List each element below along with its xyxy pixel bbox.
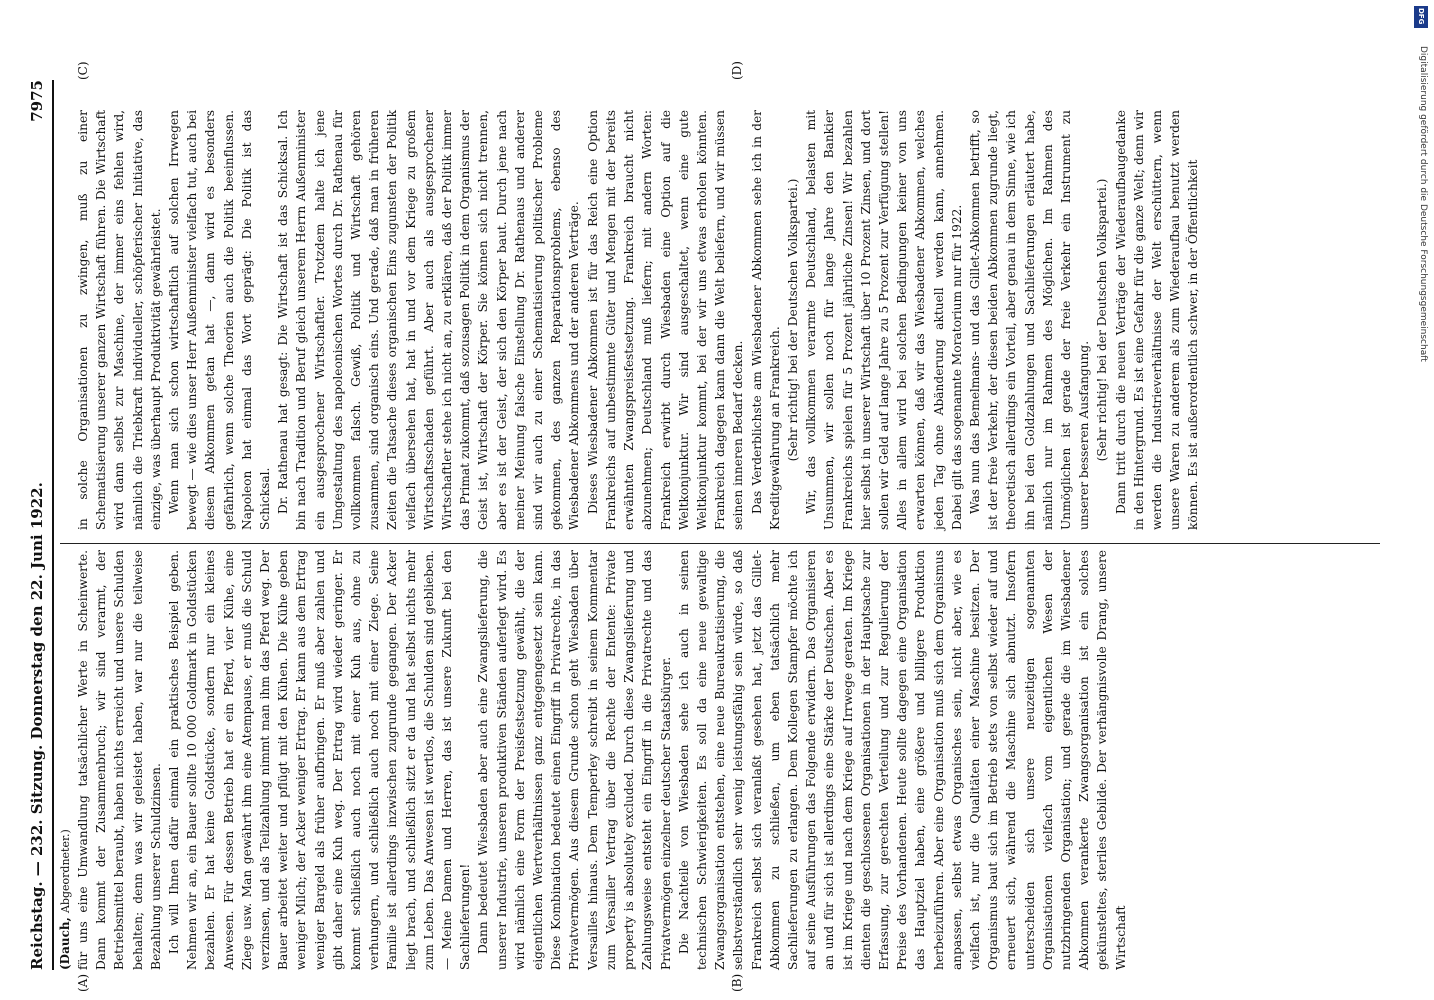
dfg-logo: DFG <box>1414 6 1428 28</box>
digitization-note-text: Digitalisierung gefördert durch die Deutsche Forschungsgemeinschaft <box>1418 46 1428 362</box>
paragraph: Wenn man sich schon wirtschaftlich auf solchen Irrwegen bewegt — wie dies unser Herr Außenminister vielfach tut, auch bei diesem Abkommen getan hat —, dann wird es besonders gefährlich, wenn solche Theorien auch die Politik beeinflussen. Napoleon hat einmal das Wort geprägt: Die Politik ist das Schicksal. <box>167 110 273 530</box>
paragraph: Dann tritt durch die neuen Verträge der Wiederaufbaugedanke in den Hintergrund. Es ist eine Gefahr für die ganze Welt; denn wir werden die Industrieverhältnisse der Welt erschüttern, wenn unsere Waren zu anderem als zum Wiederaufbau benutzt werden können. Es ist außerordentlich schwer, in der Öffentlichkeit <box>1113 110 1201 530</box>
header-rule <box>52 80 54 970</box>
speaker-name: (Dauch, <box>58 917 72 970</box>
speaker-role: Abgeordneter.) <box>59 829 72 914</box>
paragraph: Dieses Wiesbadener Abkommen ist für das Reich eine Option Frankreichs auf unbestimmte Güter und Mengen mit der bereits erwähnten Zwangspreisfestsetzung. Frankreich braucht nicht abzunehmen; Deutschland muß liefern; mit andern Worten: Frankreich erwirbt durch Wiesbaden eine Option auf die Weltkonjunktur. Wir sind ausgeschaltet, wenn eine gute Weltkonjunktur kommt, bei der wir uns etwas erholen könnten. Frankreich dagegen kann dann die Welt beliefern, und wir müssen seinen inneren Bedarf decken. <box>585 110 746 530</box>
paragraph: Die Nachteile von Wiesbaden sehe ich auch in seinen technischen Schwierigkeiten. Es soll da eine neue gewaltige Zwangsorganisation entstehen, eine neue Bureaukratisierung, die selbstverständlich sehr wenig leistungsfähig sein würde, so daß Frankreich selbst sich veranlaßt gesehen hat, jetzt das Gillet-Abkommen zu schließen, um eben tatsächlich mehr Sachlieferungen zu erlangen. Dem Kollegen Stampfer möchte ich auf seine Ausführungen das Folgende erwidern. Das Organisieren an und für sich ist allerdings eine Stärke der Deutschen. Aber es ist im Kriege und nach dem Kriege auf Irrwege geraten. Im Kriege dienten die geschlossenen Organisationen in der Hauptsache zur Erfassung, zur gerechten Verteilung und zur Regulierung der Preise des Vorhandenen. Heute sollte dagegen eine Organisation das Hauptziel haben, eine größere und billigere Produktion herbeizuführen. Aber eine Organisation muß sich dem Organismus anpassen, selbst etwas Organisches sein, nicht aber, wie es vielfach ist, nur die Qualitäten einer Maschine besitzen. Der Organismus baut sich im Betrieb stets von selbst wieder auf und erneuert sich, während die Maschine sich abnutzt. Insofern unterscheiden sich unsere neuzeitigen sogenannten Organisationen vielfach vom eigentlichen Wesen der nutzbringenden Organisation; und gerade die im Wiesbadener Abkommen verankerte Zwangsorganisation ist ein solches gekünsteltes, steriles Gebilde. Der verhängnisvolle Drang, unsere Wirtschaft <box>676 550 1128 970</box>
margin-mark-a: (A) <box>76 973 90 992</box>
interjection: (Sehr richtig! bei der Deutschen Volkspartei.) <box>785 178 800 462</box>
margin-mark-d: (D) <box>730 61 744 80</box>
page-number: 7975 <box>28 80 46 122</box>
text-column-right <box>74 110 1203 530</box>
header-title: Reichstag. — 232. Sitzung. Donnerstag den 22. Juni 1922. <box>28 482 46 970</box>
digitization-note <box>1412 6 1432 996</box>
text-column-left <box>74 550 1130 970</box>
paragraph: in solche Organisationen zu zwingen, muß zu einer Schematisierung unserer ganzen Wirtschaft führen. Die Wirtschaft wird dann selbst zur Maschine, der immer eins fehlen wird, nämlich die Triebkraft individueller, schöpferischer Initiative, das einzige, was überhaupt Produktivität gewährleistet. <box>76 110 163 530</box>
speaker-label <box>58 829 72 970</box>
interjection: (Sehr richtig! bei der Deutschen Volkspartei.) <box>1095 178 1110 462</box>
paragraph: für uns eine Umwandlung tatsächlicher Werte in Scheinwerte. Dann kommt der Zusammenbruch; wir sind verarmt, der Betriebsmittel beraubt, haben nichts erreicht und unsere Schulden behalten; denn was wir geleistet haben, war nur die teilweise Bezahlung unserer Schuldzinsen. <box>76 550 163 970</box>
paragraph: Ich will Ihnen dafür einmal ein praktisches Beispiel geben. Nehmen wir an, ein Bauer sollte 10 000 Goldmark in Goldstücken bezahlen. Er hat keine Goldstücke, sondern nur ein kleines Anwesen. Für dessen Betrieb hat er ein Pferd, vier Kühe, eine Ziege usw. Man gewährt ihm eine Atempause, er muß die Schuld verzinsen, und als Teilzahlung nimmt man ihm das Pferd weg. Der Bauer arbeitet weiter und pflügt mit den Kühen. Die Kühe geben weniger Milch; der Acker weniger Ertrag. Er kann aus dem Ertrag weniger Bargeld als früher aufbringen. Er muß aber zahlen und gibt daher eine Kuh weg. Der Ertrag wird wieder geringer. Er kommt schließlich auch noch mit einer Kuh aus, ohne zu verhungern, und schließlich auch noch mit einer Ziege. Seine Familie ist allerdings inzwischen zugrunde gegangen. Der Acker liegt brach, und schließlich sitzt er da und hat selbst nichts mehr zum Leben. Das Anwesen ist wertlos, die Schulden sind geblieben. — Meine Damen und Herren, das ist unsere Zukunft bei den Sachlieferungen! <box>167 550 473 970</box>
margin-mark-c: (C) <box>76 61 90 80</box>
page-header <box>28 80 50 970</box>
rotated-page-content <box>0 60 1400 1000</box>
paragraph: Das Verderblichste am Wiesbadener Abkommen sehe ich in der Kreditgewährung an Frankreich. <box>749 110 782 530</box>
column-divider <box>60 543 1380 544</box>
margin-mark-b: (B) <box>730 973 744 992</box>
paragraph: Was nun das Bemelmans- und das Gillet-Abkommen betrifft, so ist der freie Verkehr, der diesen beiden Abkommen zugrunde liegt, theoretisch allerdings ein Vorteil, aber genau in dem Sinne, wie ich ihn bei den Goldzahlungen und Sachlieferungen erläutert habe, nämlich nur im Rahmen des Möglichen. Im Rahmen des Unmöglichen ist gerade der freie Verkehr ein Instrument zu unserer besseren Ausfangung. <box>967 110 1092 530</box>
paragraph: Dr. Rathenau hat gesagt: Die Wirtschaft ist das Schicksal. Ich bin nach Tradition und Beruf gleich unserem Herrn Außenminister ein ausgesprochener Wirtschaftler. Trotzdem halte ich jene Umgestaltung des napoleonischen Wortes durch Dr. Rathenau für vollkommen falsch. Gewiß, Politik und Wirtschaft gehören zusammen, sind organisch eins. Und gerade, daß man in früheren Zeiten die Tatsache dieses organischen Eins zugunsten der Politik vielfach übersehen hat, hat in und vor dem Kriege zu großem Wirtschaftsschaden geführt. Aber auch als ausgesprochener Wirtschaftler stehe ich nicht an, zu erklären, daß der Politik immer das Primat zukommt, daß sozusagen Politik in dem Organismus der Geist ist, Wirtschaft der Körper. Sie können sich nicht trennen, aber es ist der Geist, der sich den Körper baut. Durch jene nach meiner Meinung falsche Einstellung Dr. Rathenaus und anderer sind wir auch zu einer Schematisierung politischer Probleme gekommen, des ganzen Reparationsproblems, ebenso des Wiesbadener Abkommens und der anderen Verträge. <box>276 110 582 530</box>
paragraph: Dann bedeutet Wiesbaden aber auch eine Zwangslieferung, die unserer Industrie, unseren produktiven Ständen auferlegt wird. Es wird nämlich eine Form der Preisfestsetzung gewählt, die der eigentlichen Wertverhältnissen ganz entgegengesetzt sein kann. Diese Kombination bedeutet einen Eingriff in Privatrechte, in das Privatvermögen. Aus diesem Grunde schon geht Wiesbaden über Versailles hinaus. Dem Temperley schreibt in seinem Kommentar zum Versailler Vertrag über die Rechte der Entente: Private property is absolutely excluded. Durch diese Zwangslieferung und Zahlungsweise entsteht ein Eingriff in die Privatrechte und das Privatvermögen einzelner deutscher Staatsbürger. <box>476 550 673 970</box>
paragraph: Wir, das vollkommen verarmte Deutschland, belasten mit Unsummen, wir sollen noch für lange Jahre den Bankier Frankreichs spielen für 5 Prozent jährliche Zinsen! Wir bezahlen hier selbst in unserer Wirtschaft über 10 Prozent Zinsen, und dort sollen wir Geld auf lange Jahre zu 5 Prozent zur Verfügung stellen! Alles in allem wird bei solchen Bedingungen keiner von uns erwarten können, daß wir das Wiesbadener Abkommen, welches jeden Tag ohne Abänderung aktuell werden kann, annehmen. Dabei gilt das sogenannte Moratorium nur für 1922. <box>804 110 964 530</box>
